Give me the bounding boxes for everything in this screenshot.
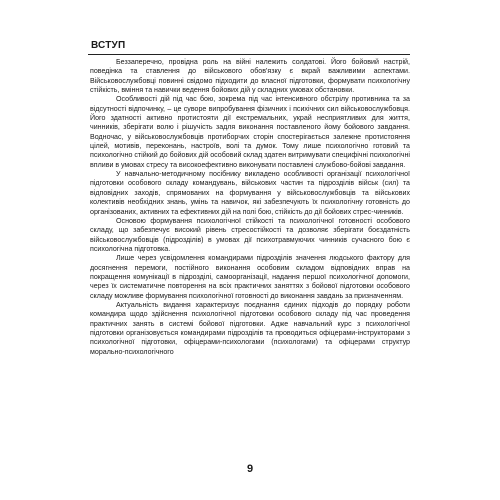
paragraph: Особливості дій під час бою, зокрема під час інтенсивного обстрілу противника та за відсутності відпочинку, – це суворе випробування фізичних і психічних сил військовослужбовця. Його здатності активно протистояти дії екстремальних, украй несприятливих для життя, чинників, зберігати волю і рішучість задля виконання поставленого йому бойового завдання. Водночас, у військовослужбовців протиборчих сторін спостерігається залежне протистояння цілей, мотивів, переконань, настроїв, волі та думок. Тому лише психологічно готовий та психологічно стійкий до бойових дій особовий склад здатен витримувати специфічні психологічні впливи в умовах стресу та високоефективно виконувати поставлені службово-бойові завдання. xyxy=(90,95,410,169)
paragraph: Беззаперечно, провідна роль на війні належить солдатові. Його бойовий настрій, поведінка та ставлення до військового обов'язку є вкрай важливими аспектами. Військовослужбовці повинні свідомо підходити до власної підготовки, формувати психологічну стійкість, вміння та навички ведення бойових дій у складних умовах обстановки. xyxy=(90,58,410,95)
section-title: ВСТУП xyxy=(91,40,126,51)
paragraph: Актуальність видання характеризує поєднання єдиних підходів до порядку роботи командира щодо здійснення психологічної підготовки особового складу під час проведення практичних занять в системі бойової підготовки. Адже навчальний курс з психологічної підготовки організовується командирами підрозділів та проводиться офіцерами-інструкторами з психологічної підготовки, офіцерами-психологами (психологами) та офіцерами структур морально-психологічного xyxy=(90,300,410,356)
page-number: 9 xyxy=(246,463,254,475)
paragraph: Лише через усвідомлення командирами підрозділів значення людського фактору для досягнення перемоги, постійного виконання особовим складом відповідних вправ на покращення комунікації в підрозділі, самоорганізації, надання першої психологічної допомоги, через їх систематичне повторення на всіх практичних заняттях з бойової підготовки особового складу можливе формування психологічної готовності до виконання завдань за призначенням. xyxy=(90,254,410,300)
paragraph: У навчально-методичному посібнику викладено особливості організації психологічної підготовки особового складу командувань, військових частин та підрозділів військ (сил) та відповідних заходів, спрямованих на формування у військовослужбовців та військових колективів необхідних знань, умінь та навичок, які забезпечують їх психологічну готовність до організованих, активних та ефективних дій на полі бою, стійкість до дії бойових стрес-чинників. xyxy=(90,170,410,216)
body-text xyxy=(90,58,410,357)
paragraph: Основою формування психологічної стійкості та психологічної готовності особового складу, що забезпечує високий рівень стресостійкості та дозволяє зберігати боєздатність військовослужбовців (підрозділів) в умовах дії психотравмуючих чинників сучасного бою є психологічна підготовка. xyxy=(90,216,410,253)
header-divider xyxy=(88,54,410,55)
